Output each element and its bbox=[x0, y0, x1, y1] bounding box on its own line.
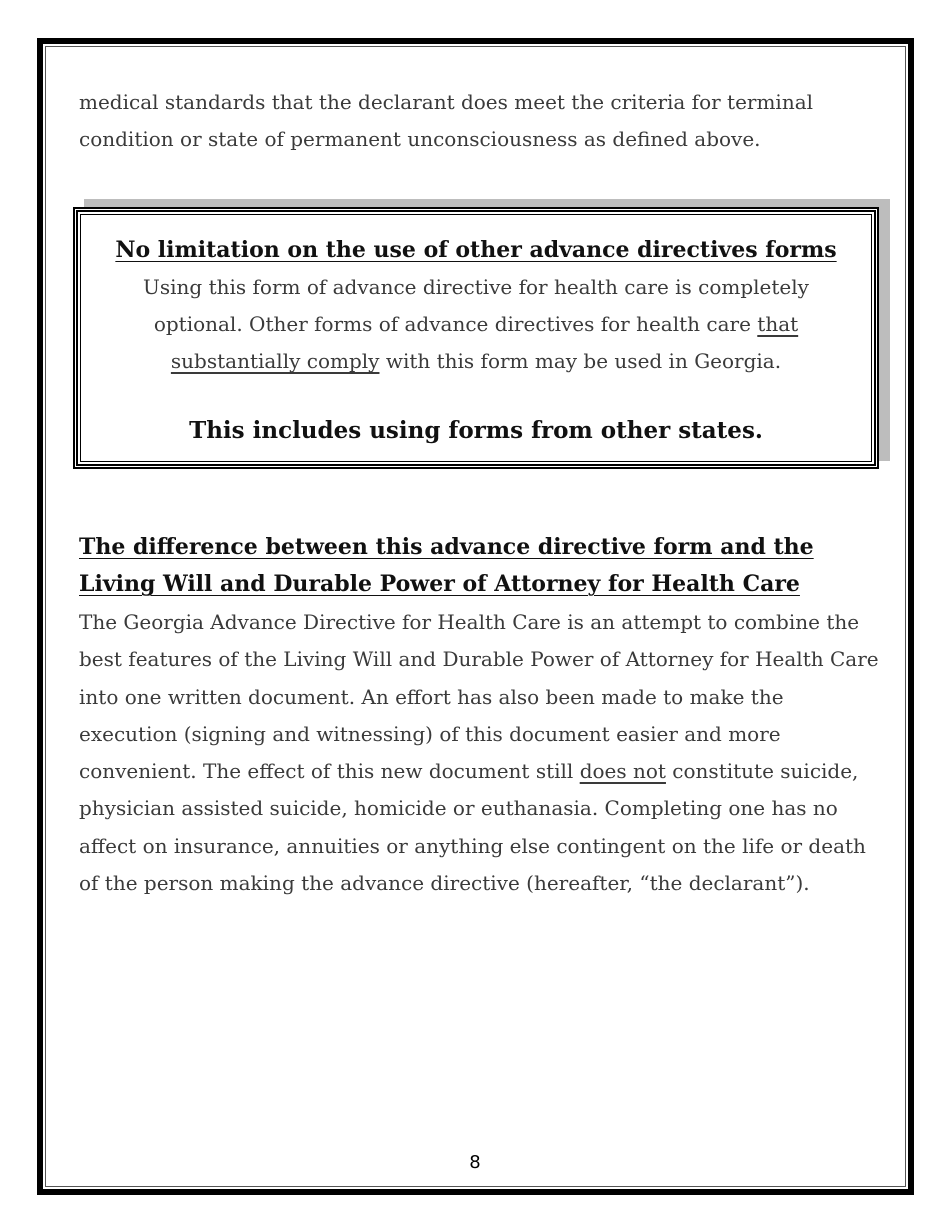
callout-inner-frame bbox=[80, 214, 872, 462]
section-body-underlined: does not bbox=[579, 759, 666, 784]
callout-box bbox=[73, 207, 879, 469]
callout-body-text-end: with this form may be used in Georgia. bbox=[379, 349, 782, 373]
callout-body bbox=[116, 269, 836, 380]
callout-emphasis: This includes using forms from other states. bbox=[189, 417, 763, 444]
callout-body-text: Using this form of advance directive for health care is completely optional. Other forms of advance directives for health care bbox=[143, 275, 809, 336]
section-body-text-end: constitute suicide, physician assisted suicide, homicide or euthanasia. Completing one has no affect on insurance, annuities or anything else contingent on the life or death of the person making the advance directive (hereafter, “the declarant”). bbox=[79, 759, 866, 896]
callout-body-underlined: that substantially comply bbox=[170, 312, 799, 373]
intro-paragraph: medical standards that the declarant does meet the criteria for terminal condition or state of permanent unconsciousness as defined above. bbox=[79, 90, 814, 151]
section-body-text: The Georgia Advance Directive for Health Care is an attempt to combine the best features of the Living Will and Durable Power of Attorney for Health Care into one written document. An effort has also been made to make the execution (signing and witnessing) of this document easier and more convenient. The effect of this new document still bbox=[79, 610, 879, 784]
page-number: 8 bbox=[469, 1152, 481, 1173]
section-body bbox=[79, 604, 879, 902]
callout-title: No limitation on the use of other advance directives forms bbox=[115, 237, 837, 263]
section-heading bbox=[79, 529, 879, 603]
section-heading-text: The difference between this advance directive form and the Living Will and Durable Power of Attorney for Health Care bbox=[79, 534, 814, 597]
